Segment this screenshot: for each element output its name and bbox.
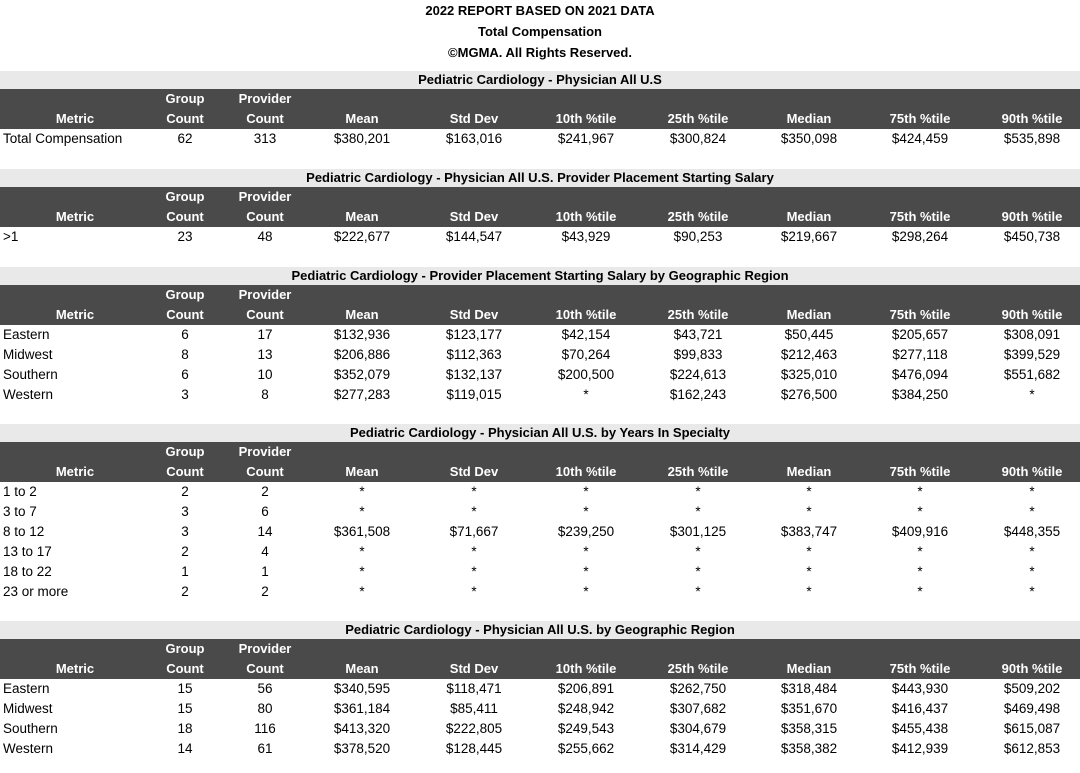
p90-cell: * (1029, 544, 1035, 559)
group-count-cell: 18 (177, 721, 193, 736)
report-title: 2022 REPORT BASED ON 2021 DATA (425, 3, 655, 18)
col-provider-header-top: Provider (238, 189, 292, 204)
median-cell: $325,010 (780, 367, 838, 382)
p25-cell: * (695, 504, 701, 519)
table-row (0, 679, 1080, 699)
col-p75-header: 75th %tile (889, 661, 951, 676)
col-p10-header: 10th %tile (555, 307, 617, 322)
col-p25-header: 25th %tile (667, 111, 729, 126)
group-count-cell: 2 (181, 544, 189, 559)
p90-cell: * (1029, 484, 1035, 499)
mean-cell: $206,886 (333, 347, 391, 362)
col-std-header: Std Dev (449, 209, 499, 224)
col-median-header: Median (786, 209, 832, 224)
col-std-header: Std Dev (449, 661, 499, 676)
p90-cell: $551,682 (1003, 367, 1061, 382)
col-p90-header: 90th %tile (1001, 209, 1063, 224)
median-cell: $212,463 (780, 347, 838, 362)
std-dev-cell: $119,015 (446, 387, 502, 402)
col-metric-header: Metric (55, 209, 95, 224)
col-provider-header-top: Provider (238, 287, 292, 302)
col-group-header-bottom: Count (166, 464, 204, 479)
p25-cell: * (695, 584, 701, 599)
col-p75-header: 75th %tile (889, 209, 951, 224)
p90-cell: * (1029, 584, 1035, 599)
section-title: Pediatric Cardiology - Physician All U.S. by Years In Specialty (0, 424, 1080, 442)
p25-cell: $301,125 (669, 524, 727, 539)
median-cell: $50,445 (784, 327, 834, 342)
p10-cell: * (583, 504, 589, 519)
col-p90-header: 90th %tile (1001, 464, 1063, 479)
col-group-header-bottom: Count (166, 209, 204, 224)
metric-cell: 3 to 7 (3, 504, 37, 519)
provider-count-cell: 61 (257, 741, 273, 756)
p90-cell: $399,529 (1003, 347, 1061, 362)
provider-count-cell: 13 (257, 347, 273, 362)
std-dev-cell: $144,547 (445, 229, 503, 244)
p75-cell: * (917, 484, 923, 499)
median-cell: $383,747 (780, 524, 838, 539)
provider-count-cell: 17 (257, 327, 273, 342)
mean-cell: $277,283 (333, 387, 391, 402)
report-copyright: ©MGMA. All Rights Reserved. (448, 45, 632, 60)
std-dev-cell: $222,805 (445, 721, 503, 736)
median-cell: $219,667 (780, 229, 838, 244)
std-dev-cell: $132,137 (445, 367, 503, 382)
provider-count-cell: 6 (261, 504, 269, 519)
group-count-cell: 8 (181, 347, 189, 362)
p10-cell: * (583, 484, 589, 499)
col-p75-header: 75th %tile (889, 464, 951, 479)
col-p90-header: 90th %tile (1001, 111, 1063, 126)
p25-cell: $162,243 (669, 387, 727, 402)
col-mean-header: Mean (345, 464, 379, 479)
mean-cell: * (359, 564, 365, 579)
col-p10-header: 10th %tile (555, 661, 617, 676)
col-provider-header-bottom: Count (246, 661, 284, 676)
p90-cell: $308,091 (1003, 327, 1061, 342)
table-row (0, 482, 1080, 502)
col-group-header-bottom: Count (166, 111, 204, 126)
col-median-header: Median (786, 661, 832, 676)
metric-cell: Eastern (3, 681, 50, 696)
provider-count-cell: 8 (261, 387, 269, 402)
table-row (0, 129, 1080, 149)
table-row (0, 562, 1080, 582)
table-row (0, 699, 1080, 719)
column-header-bar (0, 187, 1080, 227)
metric-cell: Total Compensation (3, 131, 123, 146)
col-provider-header-bottom: Count (246, 307, 284, 322)
col-provider-header-bottom: Count (246, 111, 284, 126)
table-row (0, 345, 1080, 365)
col-median-header: Median (786, 111, 832, 126)
metric-cell: Western (3, 387, 54, 402)
table-row (0, 502, 1080, 522)
mean-cell: $361,184 (333, 701, 391, 716)
mean-cell: $222,677 (333, 229, 391, 244)
column-header-bar (0, 442, 1080, 482)
mean-cell: * (359, 584, 365, 599)
p90-cell: $469,498 (1003, 701, 1061, 716)
column-header-bar (0, 639, 1080, 679)
p10-cell: * (583, 564, 589, 579)
p10-cell: $70,264 (561, 347, 611, 362)
col-group-header-top: Group (165, 91, 205, 106)
p90-cell: * (1029, 564, 1035, 579)
p75-cell: $277,118 (892, 347, 948, 362)
p10-cell: $249,543 (557, 721, 615, 736)
p10-cell: $248,942 (557, 701, 615, 716)
std-dev-cell: $128,445 (445, 741, 503, 756)
col-mean-header: Mean (345, 209, 379, 224)
col-metric-header: Metric (55, 111, 95, 126)
mean-cell: $340,595 (333, 681, 391, 696)
col-group-header-top: Group (165, 189, 205, 204)
col-provider-header-bottom: Count (246, 209, 284, 224)
p25-cell: $262,750 (669, 681, 727, 696)
table-row (0, 719, 1080, 739)
mean-cell: $378,520 (333, 741, 391, 756)
metric-cell: Eastern (3, 327, 50, 342)
group-count-cell: 6 (181, 327, 189, 342)
p90-cell: * (1029, 504, 1035, 519)
p10-cell: $200,500 (557, 367, 615, 382)
std-dev-cell: * (471, 504, 477, 519)
col-p90-header: 90th %tile (1001, 307, 1063, 322)
table-row (0, 385, 1080, 405)
col-provider-header-bottom: Count (246, 464, 284, 479)
p10-cell: * (583, 387, 589, 402)
group-count-cell: 3 (181, 504, 189, 519)
col-p75-header: 75th %tile (889, 111, 951, 126)
section-title: Pediatric Cardiology - Physician All U.S. by Geographic Region (0, 621, 1080, 639)
group-count-cell: 15 (177, 681, 193, 696)
group-count-cell: 23 (177, 229, 193, 244)
section-title: Pediatric Cardiology - Physician All U.S (0, 71, 1080, 89)
col-p25-header: 25th %tile (667, 464, 729, 479)
p75-cell: $424,459 (891, 131, 949, 146)
p75-cell: * (917, 564, 923, 579)
metric-cell: 1 to 2 (3, 484, 37, 499)
table-row (0, 582, 1080, 602)
column-header-bar (0, 285, 1080, 325)
table-row (0, 739, 1080, 759)
std-dev-cell: * (471, 544, 477, 559)
col-mean-header: Mean (345, 111, 379, 126)
p90-cell: $612,853 (1003, 741, 1061, 756)
p25-cell: $43,721 (673, 327, 723, 342)
p75-cell: * (917, 544, 923, 559)
p25-cell: $304,679 (669, 721, 727, 736)
p75-cell: $455,438 (891, 721, 949, 736)
p75-cell: $416,437 (891, 701, 949, 716)
mean-cell: $413,320 (333, 721, 391, 736)
p90-cell: $448,355 (1003, 524, 1061, 539)
p25-cell: $90,253 (673, 229, 723, 244)
median-cell: * (806, 584, 812, 599)
col-metric-header: Metric (55, 307, 95, 322)
table-row (0, 542, 1080, 562)
provider-count-cell: 4 (261, 544, 269, 559)
col-group-header-bottom: Count (166, 307, 204, 322)
group-count-cell: 2 (181, 484, 189, 499)
metric-cell: 13 to 17 (3, 544, 52, 559)
p90-cell: * (1029, 387, 1035, 402)
metric-cell: Western (3, 741, 54, 756)
p75-cell: $476,094 (891, 367, 949, 382)
col-group-header-bottom: Count (166, 661, 204, 676)
metric-cell: Southern (3, 721, 58, 736)
col-provider-header-top: Provider (238, 641, 292, 656)
p75-cell: $205,657 (891, 327, 949, 342)
group-count-cell: 62 (177, 131, 193, 146)
mean-cell: * (359, 544, 365, 559)
group-count-cell: 2 (181, 584, 189, 599)
metric-cell: 23 or more (3, 584, 69, 599)
std-dev-cell: $118,471 (446, 681, 502, 696)
metric-cell: 18 to 22 (3, 564, 52, 579)
median-cell: $350,098 (780, 131, 838, 146)
median-cell: * (806, 504, 812, 519)
group-count-cell: 15 (177, 701, 193, 716)
col-group-header-top: Group (165, 641, 205, 656)
median-cell: $358,315 (780, 721, 838, 736)
col-p90-header: 90th %tile (1001, 661, 1063, 676)
group-count-cell: 14 (177, 741, 193, 756)
provider-count-cell: 1 (261, 564, 269, 579)
provider-count-cell: 2 (261, 584, 269, 599)
p25-cell: * (695, 564, 701, 579)
p25-cell: * (695, 484, 701, 499)
col-std-header: Std Dev (449, 307, 499, 322)
p25-cell: $314,429 (669, 741, 727, 756)
std-dev-cell: $112,363 (446, 347, 502, 362)
provider-count-cell: 10 (257, 367, 273, 382)
group-count-cell: 1 (181, 564, 189, 579)
provider-count-cell: 80 (257, 701, 273, 716)
p75-cell: $443,930 (891, 681, 949, 696)
mean-cell: * (359, 504, 365, 519)
mean-cell: $352,079 (333, 367, 391, 382)
col-p10-header: 10th %tile (555, 111, 617, 126)
col-group-header-top: Group (165, 444, 205, 459)
provider-count-cell: 56 (257, 681, 273, 696)
p10-cell: $206,891 (557, 681, 615, 696)
provider-count-cell: 48 (257, 229, 273, 244)
p75-cell: $298,264 (891, 229, 949, 244)
col-p10-header: 10th %tile (555, 209, 617, 224)
p90-cell: $450,738 (1003, 229, 1061, 244)
col-provider-header-top: Provider (238, 444, 292, 459)
col-std-header: Std Dev (449, 111, 499, 126)
metric-cell: Midwest (3, 347, 53, 362)
std-dev-cell: $71,667 (449, 524, 499, 539)
p75-cell: * (917, 584, 923, 599)
median-cell: * (806, 544, 812, 559)
col-p25-header: 25th %tile (667, 307, 729, 322)
group-count-cell: 3 (181, 524, 189, 539)
p10-cell: $255,662 (557, 741, 615, 756)
p25-cell: * (695, 544, 701, 559)
table-row (0, 325, 1080, 345)
mean-cell: $380,201 (333, 131, 391, 146)
metric-cell: Southern (3, 367, 58, 382)
col-mean-header: Mean (345, 307, 379, 322)
col-std-header: Std Dev (449, 464, 499, 479)
std-dev-cell: * (471, 484, 477, 499)
provider-count-cell: 14 (257, 524, 273, 539)
p75-cell: * (917, 504, 923, 519)
p75-cell: $409,916 (891, 524, 949, 539)
provider-count-cell: 116 (254, 721, 276, 736)
group-count-cell: 3 (181, 387, 189, 402)
p25-cell: $307,682 (669, 701, 727, 716)
col-mean-header: Mean (345, 661, 379, 676)
p10-cell: $241,967 (557, 131, 615, 146)
provider-count-cell: 313 (253, 131, 277, 146)
p90-cell: $615,087 (1003, 721, 1061, 736)
median-cell: $358,382 (780, 741, 838, 756)
mean-cell: * (359, 484, 365, 499)
column-header-bar (0, 89, 1080, 129)
std-dev-cell: * (471, 584, 477, 599)
p90-cell: $535,898 (1003, 131, 1061, 146)
p25-cell: $99,833 (673, 347, 723, 362)
section-title: Pediatric Cardiology - Provider Placement Starting Salary by Geographic Region (0, 267, 1080, 285)
col-metric-header: Metric (55, 464, 95, 479)
p10-cell: $239,250 (557, 524, 615, 539)
p10-cell: * (583, 544, 589, 559)
std-dev-cell: $163,016 (445, 131, 503, 146)
p25-cell: $300,824 (669, 131, 727, 146)
col-p25-header: 25th %tile (667, 661, 729, 676)
p75-cell: $412,939 (891, 741, 949, 756)
mean-cell: $361,508 (333, 524, 391, 539)
col-p25-header: 25th %tile (667, 209, 729, 224)
col-p10-header: 10th %tile (555, 464, 617, 479)
p25-cell: $224,613 (669, 367, 727, 382)
median-cell: * (806, 564, 812, 579)
group-count-cell: 6 (181, 367, 189, 382)
std-dev-cell: $85,411 (450, 701, 498, 716)
median-cell: $351,670 (780, 701, 838, 716)
p10-cell: $43,929 (561, 229, 611, 244)
metric-cell: Midwest (3, 701, 53, 716)
col-median-header: Median (786, 464, 832, 479)
std-dev-cell: * (471, 564, 477, 579)
p90-cell: $509,202 (1003, 681, 1061, 696)
col-metric-header: Metric (55, 661, 95, 676)
provider-count-cell: 2 (261, 484, 269, 499)
median-cell: * (806, 484, 812, 499)
mean-cell: $132,936 (333, 327, 391, 342)
col-p75-header: 75th %tile (889, 307, 951, 322)
col-group-header-top: Group (165, 287, 205, 302)
metric-cell: 8 to 12 (3, 524, 45, 539)
p75-cell: $384,250 (891, 387, 949, 402)
col-provider-header-top: Provider (238, 91, 292, 106)
median-cell: $276,500 (780, 387, 838, 402)
median-cell: $318,484 (780, 681, 838, 696)
metric-cell: >1 (3, 229, 19, 244)
report-subtitle: Total Compensation (478, 24, 602, 39)
table-row (0, 227, 1080, 247)
p10-cell: * (583, 584, 589, 599)
col-median-header: Median (786, 307, 832, 322)
section-title: Pediatric Cardiology - Physician All U.S. Provider Placement Starting Salary (0, 169, 1080, 187)
std-dev-cell: $123,177 (445, 327, 503, 342)
table-row (0, 522, 1080, 542)
p10-cell: $42,154 (561, 327, 611, 342)
table-row (0, 365, 1080, 385)
